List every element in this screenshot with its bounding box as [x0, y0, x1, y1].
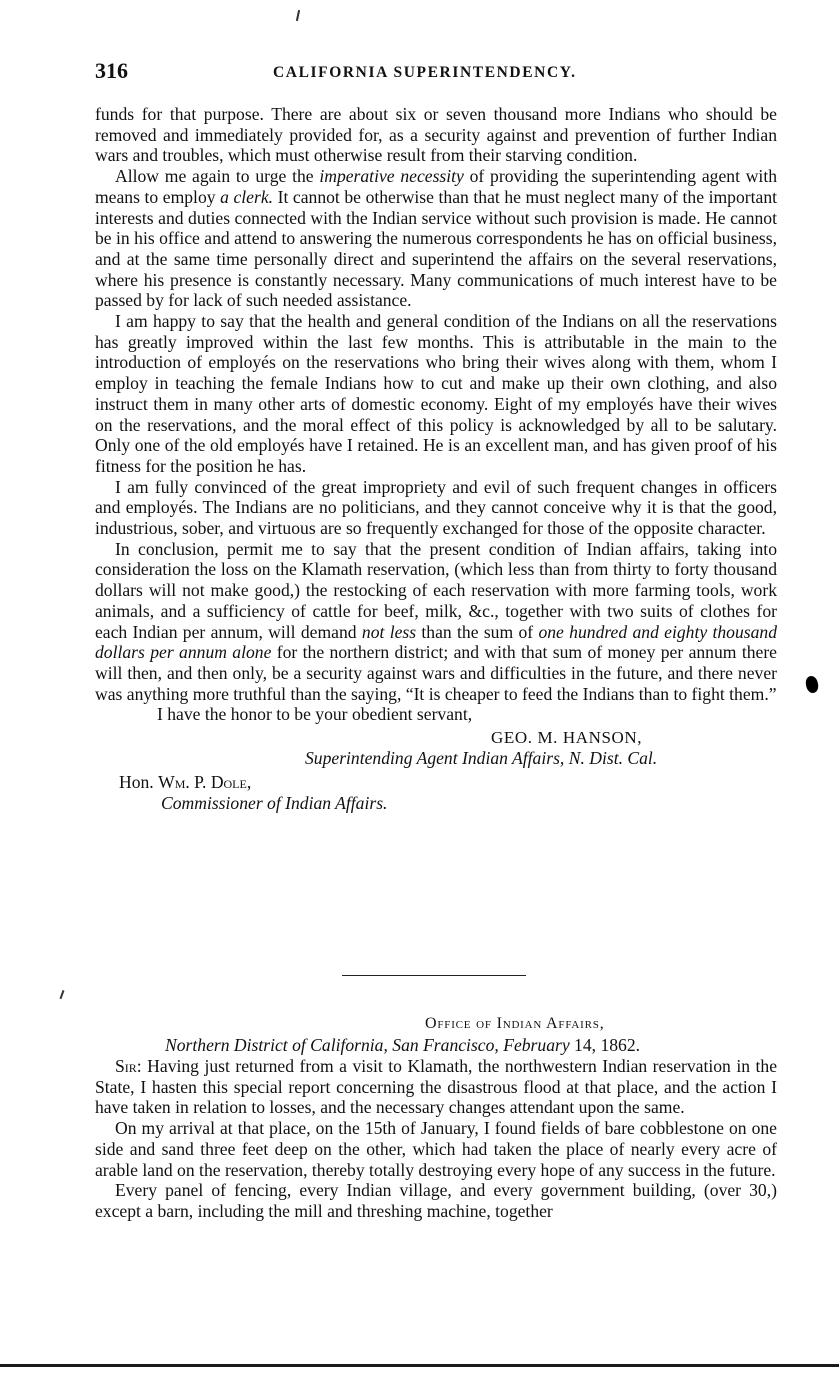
section-divider: [342, 975, 526, 976]
paragraph-flood: Sir: Having just returned from a visit to Klamath, the northwestern Indian reservation in the State, I hasten this special report concerning the disastrous flood at that place, and the action I have taken in relation to losses, and the necessary changes attendant upon the same.: [95, 1056, 777, 1118]
addressee-name: Hon. Wm. P. Dole,: [119, 772, 252, 793]
paragraph-changes: I am fully convinced of the great impropriety and evil of such frequent changes in officers and employés. The Indians are no politicians, and they cannot conceive why it is that the good, industrious, sober, and virtuous are so frequently exchanged for those of the opposite character.: [95, 476, 777, 539]
paragraph-conclusion: In conclusion, permit me to say that the present condition of Indian affairs, taking into consideration the loss on the Klamath reservation, (which less than from thirty to forty thousand dollars will not make good,) the restocking of each reservation with more farming tools, work animals, and a sufficiency of cattle for beef, milk, &c., together with two suits of clothes for each Indian per annum, will demand not less than the sum of one hundred and eighty thousand dollars per annum alone for the northern district; and with that sum of money per annum there will then, and then only, be a security against wars and difficulties in the future, and there never was anything more truthful than the saying, “It is cheaper to feed the Indians than to fight them.”: [95, 538, 778, 704]
addressee-title: Commissioner of Indian Affairs.: [161, 793, 388, 814]
signer-title: Superintending Agent Indian Affairs, N. Dist. Cal.: [305, 748, 658, 769]
scan-mark: [296, 10, 300, 21]
margin-mark: [60, 990, 64, 999]
paragraph-clerk: Allow me again to urge the imperative necessity of providing the superintending agent with means to employ a clerk. It cannot be otherwise than that he must neglect many of the important interests and duties connected with the Indian service without such provision is made. He cannot be in his office and attend to answering the numerous correspondents he has on official business, and at the same time personally direct and superintend the affairs on the several reservations, where his presence is constantly necessary. Many communications of much interest have to be passed by for lack of such needed assistance.: [95, 166, 778, 311]
paragraph-health: I am happy to say that the health and general condition of the Indians on all the reservations has greatly improved within the last few months. This is attributable in the main to the introduction of employés on the reservations who bring their wives along with them, whom I employ in teaching the female Indians how to cut and make up their own clothing, and also instruct them in many other arts of domestic economy. Eight of my employés have their wives on the reservations, and the moral effect of this policy is acknowledged by all to be salutary. Only one of the old employés have I retained. He is an excellent man, and has given proof of his fitness for the position he has.: [95, 311, 777, 476]
paragraph-damage: Every panel of fencing, every Indian village, and every government building, (over 30,) except a barn, including the mill and threshing machine, together: [95, 1180, 777, 1221]
office-heading: Office of Indian Affairs,: [425, 1015, 605, 1032]
page-number: 316: [95, 58, 128, 83]
signer-name: GEO. M. HANSON,: [491, 728, 643, 748]
running-head: CALIFORNIA SUPERINTENDENCY.: [273, 64, 577, 81]
closing-line: I have the honor to be your obedient servant,: [157, 704, 473, 725]
dateline: Northern District of California, San Francisco, February 14, 1862.: [165, 1035, 641, 1055]
paragraph-arrival: On my arrival at that place, on the 15th of January, I found fields of bare cobblestone on one side and sand three feet deep on the other, which had taken the place of nearly every acre of arable land on the reservation, thereby totally destroying every hope of any success in the future.: [95, 1118, 777, 1180]
ink-blot: [804, 675, 820, 695]
paragraph-funds: funds for that purpose. There are about six or seven thousand more Indians who should be removed and immediately provided for, as a security against and prevention of further Indian wars and troubles, which must otherwise result from their starving condition.: [95, 104, 777, 166]
letter-hanson: [95, 104, 777, 814]
scan-edge: [0, 1364, 839, 1367]
letter-klamath-report: [95, 1013, 777, 1222]
page-header: [95, 58, 775, 92]
